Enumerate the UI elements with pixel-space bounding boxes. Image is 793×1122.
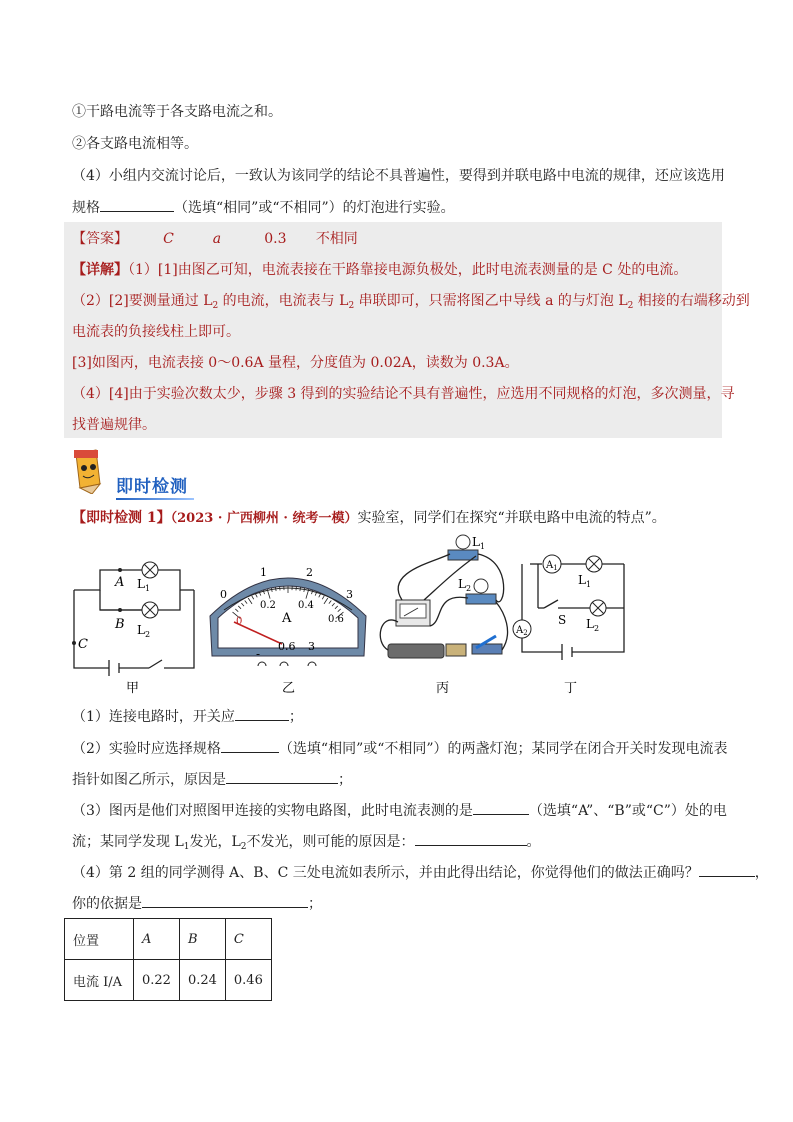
figure-ding-circuit [508, 548, 632, 696]
question-2-line-2 [72, 769, 352, 790]
tick-bottom-04: 0.4 [298, 600, 314, 611]
tick-top-3: 3 [346, 588, 353, 601]
label-B: B [115, 617, 125, 632]
answer-blank[interactable] [142, 893, 308, 908]
answer-label: 【答案】 [72, 231, 128, 247]
subscript: 1 [183, 842, 190, 852]
question-intro: 实验室，同学们在探究“并联电路中电流的特点”。 [357, 510, 666, 526]
answer-blank[interactable] [415, 831, 527, 846]
q3-text-c: 流；某同学发现 L [72, 834, 184, 850]
table-row [65, 919, 272, 960]
current-table [64, 918, 272, 1001]
figure-yi-ammeter [204, 548, 372, 696]
q1-text: （1）连接电路时，开关应 [72, 709, 235, 725]
answer-blank[interactable] [235, 706, 289, 721]
table-cell: 位置 [65, 919, 134, 960]
q2-end: ； [338, 772, 352, 788]
detail-2b: 的电流，电流表与 L [218, 293, 349, 309]
tick-bottom-06: 0.6 [328, 614, 344, 625]
figure-bing-physical-circuit [374, 532, 514, 696]
detail-line-3: 电流表的负接线柱上即可。 [72, 324, 240, 340]
detail-line-5: （4）[4]由于实验次数太少，步骤 3 得到的实验结论不具有普遍性，应选用不同规格的灯泡，多次测量，寻 [72, 386, 735, 402]
detail-2d: 相接的右端移动到 [633, 293, 750, 309]
terminal-minus: - [256, 647, 261, 661]
q2-text-a: （2）实验时应选择规格 [72, 741, 221, 757]
answer-line [72, 229, 358, 249]
q4-end-b: ； [308, 896, 322, 912]
q4-prefix: 规格 [72, 200, 100, 216]
table-cell: 0.46 [225, 960, 271, 1001]
question-4-line-a [72, 862, 769, 883]
detail-line-4: [3]如图丙，电流表接 0～0.6A 量程，分度值为 0.02A，读数为 0.3A。 [72, 355, 519, 371]
question-1 [72, 706, 303, 727]
label-C: C [78, 637, 88, 652]
q4-suffix: （选填“相同”或“不相同”）的灯泡进行实验。 [174, 200, 455, 216]
answer-4: 不相同 [315, 231, 358, 247]
subscript: 2 [212, 301, 219, 311]
answer-3: 0.3 [264, 231, 287, 247]
question-source: （2023 · 广西柳州 · 统考一模） [170, 511, 358, 526]
terminal-06: 0.6 [278, 640, 296, 653]
caption-ding: 丁 [564, 681, 578, 696]
question-header [72, 508, 666, 529]
tick-top-2: 2 [306, 566, 313, 579]
detail-label: 【详解】 [72, 262, 128, 278]
q3-text-d: 发光，L [189, 834, 241, 850]
tick-bottom-02: 0.2 [260, 600, 276, 611]
answer-1: C [163, 231, 174, 247]
label-L2: $L_2$ [137, 623, 151, 639]
subscript: 2 [348, 301, 355, 311]
pencil-mascot-icon [66, 448, 110, 494]
tick-top-0: 0 [220, 588, 227, 601]
item-2: ②各支路电流相等。 [72, 136, 198, 152]
answer-2: a [212, 231, 222, 247]
answer-blank[interactable] [699, 862, 755, 877]
caption-yi: 乙 [282, 681, 296, 696]
zero-mark: 0 [236, 616, 243, 627]
meter-unit: A [282, 611, 292, 626]
q3-text-b: （选填“A”、“B”或“C”）处的电 [528, 803, 727, 819]
question-3-line-2 [72, 831, 541, 857]
question-label: 【即时检测 1】 [72, 510, 171, 526]
caption-bing: 丙 [436, 681, 450, 696]
q2-text-c: 指针如图乙所示，原因是 [72, 772, 226, 788]
q3-text-e: 不发光，则可能的原因是： [246, 834, 415, 850]
detail-line-2 [72, 291, 750, 316]
detail-2a: （2）[2]要测量通过 L [72, 293, 213, 309]
q3-end: 。 [526, 834, 541, 850]
answer-blank[interactable] [226, 769, 338, 784]
ding-label-S: S [558, 613, 567, 627]
question-4-line-1: （4）小组内交流讨论后，一致认为该同学的结论不具普遍性，要得到并联电路中电流的规律，还应该选用 [72, 168, 725, 184]
detail-line-6: 找普遍规律。 [72, 417, 156, 433]
tick-top-1: 1 [260, 566, 267, 579]
ding-ammeter-A1: $A_1$ [546, 560, 558, 572]
q4-end-a: ， [754, 865, 769, 881]
detail-line-1 [72, 260, 687, 280]
bing-label-L1: $L_1$ [472, 535, 486, 551]
table-cell: C [225, 919, 271, 960]
label-A: A [115, 575, 125, 590]
terminal-3: 3 [308, 640, 315, 653]
ding-label-L2: $L_2$ [586, 617, 600, 633]
question-2-line-1 [72, 738, 728, 759]
table-cell: B [179, 919, 225, 960]
q4-text-a: （4）第 2 组的同学测得 A、B、C 三处电流如表所示，并由此得出结论，你觉得他们的做法正确吗？ [72, 865, 699, 881]
caption-jia: 甲 [126, 681, 140, 696]
table-row [65, 960, 272, 1001]
bing-label-L2: $L_2$ [458, 577, 472, 593]
table-cell: 0.24 [179, 960, 225, 1001]
figure-jia-circuit [64, 548, 204, 696]
item-1: ①干路电流等于各支路电流之和。 [72, 104, 282, 120]
table-cell: A [134, 919, 180, 960]
label-L1: $L_1$ [137, 577, 151, 593]
question-3-line-1 [72, 800, 727, 821]
answer-blank[interactable] [100, 197, 174, 212]
question-4-line-2 [72, 197, 455, 218]
subscript: 2 [240, 842, 247, 852]
answer-blank[interactable] [473, 800, 529, 815]
detail-2c: 串联即可，只需将图乙中导线 a 的与灯泡 L [354, 293, 628, 309]
q3-text-a: （3）图丙是他们对照图甲连接的实物电路图，此时电流表测的是 [72, 803, 473, 819]
subscript: 2 [627, 301, 634, 311]
q1-end: ； [288, 709, 303, 725]
answer-blank[interactable] [221, 738, 279, 753]
table-cell: 电流 I/A [65, 960, 134, 1001]
q4-text-b: 你的依据是 [72, 896, 142, 912]
ding-label-L1: $L_1$ [578, 573, 592, 589]
section-title: 即时检测 [116, 472, 188, 497]
detail-1: （1）[1]由图乙可知，电流表接在干路靠接电源负极处，此时电流表测量的是 C 处的电流。 [128, 262, 688, 278]
question-4-line-b [72, 893, 322, 914]
table-cell: 0.22 [134, 960, 180, 1001]
q2-text-b: （选填“相同”或“不相同”）的两盏灯泡；某同学在闭合开关时发现电流表 [278, 741, 728, 757]
ding-ammeter-A2: $A_2$ [516, 625, 528, 637]
